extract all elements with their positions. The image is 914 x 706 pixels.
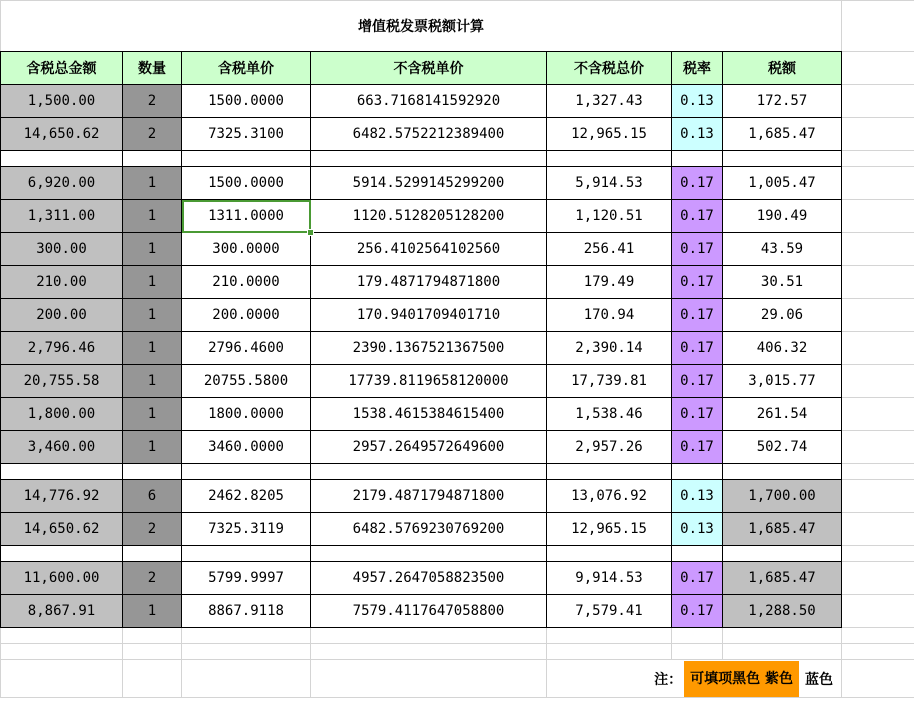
cell-unit-price-ex-tax[interactable]: 5914.5299145299200 <box>311 167 547 200</box>
header-total-ex-tax[interactable]: 不含税总价 <box>547 52 672 85</box>
empty-cell[interactable] <box>723 644 842 660</box>
cell-total-with-tax[interactable]: 1,311.00 <box>1 200 123 233</box>
empty-cell[interactable] <box>672 644 723 660</box>
cell-quantity[interactable]: 1 <box>123 365 182 398</box>
empty-cell[interactable] <box>123 151 182 167</box>
legend-note[interactable] <box>547 660 842 698</box>
empty-cell[interactable] <box>182 644 311 660</box>
cell-quantity[interactable]: 2 <box>123 85 182 118</box>
empty-cell[interactable] <box>842 644 914 660</box>
empty-cell[interactable] <box>311 628 547 644</box>
empty-cell[interactable] <box>1 660 123 698</box>
cell-tax-amount[interactable]: 1,005.47 <box>723 167 842 200</box>
header-tax-rate[interactable]: 税率 <box>672 52 723 85</box>
cell-tax-rate[interactable]: 0.17 <box>672 200 723 233</box>
empty-cell[interactable] <box>842 513 914 546</box>
cell-tax-rate[interactable]: 0.17 <box>672 398 723 431</box>
cell-unit-price-ex-tax[interactable]: 2957.2649572649600 <box>311 431 547 464</box>
empty-cell[interactable] <box>672 151 723 167</box>
cell-total-with-tax[interactable]: 8,867.91 <box>1 595 123 628</box>
cell-tax-amount[interactable]: 30.51 <box>723 266 842 299</box>
cell-unit-price-with-tax[interactable]: 200.0000 <box>182 299 311 332</box>
cell-unit-price-with-tax[interactable]: 2462.8205 <box>182 480 311 513</box>
empty-cell[interactable] <box>1 464 123 480</box>
cell-quantity[interactable]: 2 <box>123 118 182 151</box>
empty-cell[interactable] <box>723 151 842 167</box>
cell-tax-amount[interactable]: 1,685.47 <box>723 562 842 595</box>
empty-cell[interactable] <box>182 151 311 167</box>
cell-total-with-tax[interactable]: 14,776.92 <box>1 480 123 513</box>
empty-row <box>1 628 914 644</box>
table-row <box>1 513 914 546</box>
empty-cell[interactable] <box>547 151 672 167</box>
cell-tax-rate[interactable]: 0.13 <box>672 118 723 151</box>
table-row <box>1 332 914 365</box>
empty-cell[interactable] <box>1 628 123 644</box>
cell-total-with-tax[interactable]: 14,650.62 <box>1 513 123 546</box>
cell-total-ex-tax[interactable]: 1,120.51 <box>547 200 672 233</box>
cell-unit-price-ex-tax[interactable]: 2179.4871794871800 <box>311 480 547 513</box>
empty-cell[interactable] <box>123 628 182 644</box>
cell-unit-price-ex-tax[interactable]: 6482.5752212389400 <box>311 118 547 151</box>
table-row <box>1 595 914 628</box>
cell-unit-price-with-tax[interactable]: 5799.9997 <box>182 562 311 595</box>
empty-cell[interactable] <box>842 464 914 480</box>
cell-tax-rate[interactable]: 0.13 <box>672 85 723 118</box>
empty-cell[interactable] <box>842 85 914 118</box>
empty-cell[interactable] <box>842 118 914 151</box>
table-row <box>1 200 914 233</box>
empty-cell[interactable] <box>311 151 547 167</box>
empty-cell[interactable] <box>842 480 914 513</box>
cell-total-with-tax[interactable]: 1,800.00 <box>1 398 123 431</box>
cell-tax-amount[interactable]: 502.74 <box>723 431 842 464</box>
cell-total-ex-tax[interactable]: 2,390.14 <box>547 332 672 365</box>
empty-cell[interactable] <box>547 546 672 562</box>
cell-total-with-tax[interactable]: 3,460.00 <box>1 431 123 464</box>
cell-total-ex-tax[interactable]: 13,076.92 <box>547 480 672 513</box>
cell-total-with-tax[interactable]: 210.00 <box>1 266 123 299</box>
empty-cell[interactable] <box>842 595 914 628</box>
cell-unit-price-ex-tax[interactable]: 1538.4615384615400 <box>311 398 547 431</box>
cell-total-with-tax[interactable]: 200.00 <box>1 299 123 332</box>
cell-unit-price-with-tax[interactable]: 300.0000 <box>182 233 311 266</box>
empty-cell[interactable] <box>842 52 914 85</box>
cell-total-with-tax[interactable]: 2,796.46 <box>1 332 123 365</box>
cell-total-ex-tax[interactable]: 179.49 <box>547 266 672 299</box>
empty-cell[interactable] <box>547 628 672 644</box>
cell-tax-amount[interactable]: 190.49 <box>723 200 842 233</box>
cell-quantity[interactable]: 1 <box>123 299 182 332</box>
empty-cell[interactable] <box>842 562 914 595</box>
table-row <box>1 167 914 200</box>
cell-quantity[interactable]: 2 <box>123 562 182 595</box>
cell-unit-price-with-tax[interactable]: 3460.0000 <box>182 431 311 464</box>
table-row <box>1 299 914 332</box>
header-total-with-tax[interactable]: 含税总金额 <box>1 52 123 85</box>
cell-quantity[interactable]: 1 <box>123 332 182 365</box>
cell-total-ex-tax[interactable]: 9,914.53 <box>547 562 672 595</box>
cell-unit-price-with-tax[interactable]: 210.0000 <box>182 266 311 299</box>
empty-cell[interactable] <box>672 628 723 644</box>
blank-row <box>1 464 914 480</box>
cell-unit-price-with-tax[interactable]: 1500.0000 <box>182 85 311 118</box>
fill-handle[interactable] <box>307 229 314 236</box>
header-quantity[interactable]: 数量 <box>123 52 182 85</box>
cell-unit-price-ex-tax[interactable]: 4957.2647058823500 <box>311 562 547 595</box>
cell-total-ex-tax[interactable]: 12,965.15 <box>547 118 672 151</box>
empty-cell[interactable] <box>842 628 914 644</box>
cell-unit-price-with-tax[interactable]: 7325.3119 <box>182 513 311 546</box>
cell-total-ex-tax[interactable]: 1,538.46 <box>547 398 672 431</box>
empty-cell[interactable] <box>311 660 547 698</box>
cell-tax-rate[interactable]: 0.17 <box>672 365 723 398</box>
cell-quantity[interactable]: 1 <box>123 398 182 431</box>
cell-total-ex-tax[interactable]: 1,327.43 <box>547 85 672 118</box>
empty-cell[interactable] <box>182 660 311 698</box>
cell-total-with-tax[interactable]: 20,755.58 <box>1 365 123 398</box>
blank-row <box>1 546 914 562</box>
empty-cell[interactable] <box>842 546 914 562</box>
header-row <box>1 52 914 85</box>
cell-tax-rate[interactable]: 0.17 <box>672 332 723 365</box>
cell-quantity[interactable]: 2 <box>123 513 182 546</box>
cell-unit-price-ex-tax[interactable]: 17739.8119658120000 <box>311 365 547 398</box>
cell-tax-rate[interactable]: 0.17 <box>672 299 723 332</box>
note-row <box>1 660 914 698</box>
empty-cell[interactable] <box>723 464 842 480</box>
empty-cell[interactable] <box>842 233 914 266</box>
cell-unit-price-ex-tax[interactable]: 179.4871794871800 <box>311 266 547 299</box>
empty-cell[interactable] <box>842 365 914 398</box>
empty-cell[interactable] <box>547 464 672 480</box>
cell-total-ex-tax[interactable]: 12,965.15 <box>547 513 672 546</box>
cell-tax-amount[interactable]: 43.59 <box>723 233 842 266</box>
cell-quantity[interactable]: 1 <box>123 200 182 233</box>
header-unit-price-with-tax[interactable]: 含税单价 <box>182 52 311 85</box>
empty-cell[interactable] <box>182 546 311 562</box>
cell-tax-rate[interactable]: 0.13 <box>672 513 723 546</box>
cell-quantity[interactable]: 1 <box>123 431 182 464</box>
cell-total-with-tax[interactable]: 1,500.00 <box>1 85 123 118</box>
cell-tax-amount[interactable]: 1,700.00 <box>723 480 842 513</box>
cell-quantity[interactable]: 1 <box>123 266 182 299</box>
empty-row <box>1 644 914 660</box>
cell-unit-price-ex-tax[interactable]: 6482.5769230769200 <box>311 513 547 546</box>
cell-total-ex-tax[interactable]: 256.41 <box>547 233 672 266</box>
note-highlight: 可填项黑色 紫色 <box>684 661 799 697</box>
cell-tax-amount[interactable]: 1,685.47 <box>723 513 842 546</box>
cell-unit-price-ex-tax[interactable]: 170.9401709401710 <box>311 299 547 332</box>
cell-unit-price-with-tax[interactable]: 1800.0000 <box>182 398 311 431</box>
empty-cell[interactable] <box>1 151 123 167</box>
cell-total-with-tax[interactable]: 6,920.00 <box>1 167 123 200</box>
empty-cell[interactable] <box>123 660 182 698</box>
empty-cell[interactable] <box>672 464 723 480</box>
empty-cell[interactable] <box>123 464 182 480</box>
cell-tax-rate[interactable]: 0.17 <box>672 167 723 200</box>
cell-total-ex-tax[interactable]: 170.94 <box>547 299 672 332</box>
cell-unit-price-with-tax[interactable]: 2796.4600 <box>182 332 311 365</box>
note-tail: 蓝色 <box>805 671 834 688</box>
empty-cell[interactable] <box>842 332 914 365</box>
cell-tax-rate[interactable]: 0.17 <box>672 233 723 266</box>
cell-unit-price-ex-tax[interactable]: 256.4102564102560 <box>311 233 547 266</box>
cell-tax-amount[interactable]: 3,015.77 <box>723 365 842 398</box>
empty-cell[interactable] <box>842 151 914 167</box>
table-row <box>1 233 914 266</box>
cell-tax-rate[interactable]: 0.17 <box>672 266 723 299</box>
empty-cell[interactable] <box>311 546 547 562</box>
cell-tax-amount[interactable]: 172.57 <box>723 85 842 118</box>
cell-tax-amount[interactable]: 1,288.50 <box>723 595 842 628</box>
empty-cell[interactable] <box>842 431 914 464</box>
note-label: 注： <box>654 671 683 688</box>
cell-unit-price-with-tax[interactable]: 8867.9118 <box>182 595 311 628</box>
cell-total-ex-tax[interactable]: 5,914.53 <box>547 167 672 200</box>
empty-cell[interactable] <box>723 628 842 644</box>
empty-cell[interactable] <box>311 464 547 480</box>
cell-tax-amount[interactable]: 1,685.47 <box>723 118 842 151</box>
cell-tax-rate[interactable]: 0.13 <box>672 480 723 513</box>
cell-unit-price-with-tax[interactable]: 20755.5800 <box>182 365 311 398</box>
empty-cell[interactable] <box>842 398 914 431</box>
cell-tax-rate[interactable]: 0.17 <box>672 595 723 628</box>
cell-tax-amount[interactable]: 29.06 <box>723 299 842 332</box>
empty-cell[interactable] <box>842 167 914 200</box>
table-row <box>1 398 914 431</box>
table-row <box>1 85 914 118</box>
cell-unit-price-ex-tax[interactable]: 2390.1367521367500 <box>311 332 547 365</box>
title-row <box>1 1 914 52</box>
empty-cell[interactable] <box>842 1 914 52</box>
cell-unit-price-ex-tax[interactable]: 7579.4117647058800 <box>311 595 547 628</box>
cell-unit-price-ex-tax[interactable]: 1120.5128205128200 <box>311 200 547 233</box>
cell-quantity[interactable]: 6 <box>123 480 182 513</box>
empty-cell[interactable] <box>842 266 914 299</box>
cell-quantity[interactable]: 1 <box>123 595 182 628</box>
table-row <box>1 562 914 595</box>
empty-cell[interactable] <box>547 644 672 660</box>
empty-cell[interactable] <box>123 644 182 660</box>
cell-unit-price-with-tax[interactable]: 1311.0000 <box>182 200 311 233</box>
cell-total-with-tax[interactable]: 11,600.00 <box>1 562 123 595</box>
cell-tax-amount[interactable]: 261.54 <box>723 398 842 431</box>
empty-cell[interactable] <box>842 660 914 698</box>
empty-cell[interactable] <box>182 464 311 480</box>
cell-unit-price-ex-tax[interactable]: 663.7168141592920 <box>311 85 547 118</box>
blank-row <box>1 151 914 167</box>
cell-quantity[interactable]: 1 <box>123 167 182 200</box>
empty-cell[interactable] <box>123 546 182 562</box>
header-tax-amount[interactable]: 税额 <box>723 52 842 85</box>
empty-cell[interactable] <box>182 628 311 644</box>
empty-cell[interactable] <box>723 546 842 562</box>
sheet-title[interactable]: 增值税发票税额计算 <box>1 1 842 52</box>
cell-total-ex-tax[interactable]: 7,579.41 <box>547 595 672 628</box>
empty-cell[interactable] <box>1 546 123 562</box>
table-row <box>1 431 914 464</box>
cell-tax-rate[interactable]: 0.17 <box>672 562 723 595</box>
cell-total-with-tax[interactable]: 14,650.62 <box>1 118 123 151</box>
cell-unit-price-with-tax[interactable]: 1500.0000 <box>182 167 311 200</box>
table-row <box>1 480 914 513</box>
cell-total-ex-tax[interactable]: 2,957.26 <box>547 431 672 464</box>
cell-tax-rate[interactable]: 0.17 <box>672 431 723 464</box>
cell-total-with-tax[interactable]: 300.00 <box>1 233 123 266</box>
empty-cell[interactable] <box>842 200 914 233</box>
cell-total-ex-tax[interactable]: 17,739.81 <box>547 365 672 398</box>
table-row <box>1 266 914 299</box>
cell-unit-price-with-tax[interactable]: 7325.3100 <box>182 118 311 151</box>
header-unit-price-ex-tax[interactable]: 不含税单价 <box>311 52 547 85</box>
cell-tax-amount[interactable]: 406.32 <box>723 332 842 365</box>
empty-cell[interactable] <box>842 299 914 332</box>
empty-cell[interactable] <box>672 546 723 562</box>
empty-cell[interactable] <box>311 644 547 660</box>
table-row <box>1 118 914 151</box>
table-row <box>1 365 914 398</box>
empty-cell[interactable] <box>1 644 123 660</box>
cell-quantity[interactable]: 1 <box>123 233 182 266</box>
